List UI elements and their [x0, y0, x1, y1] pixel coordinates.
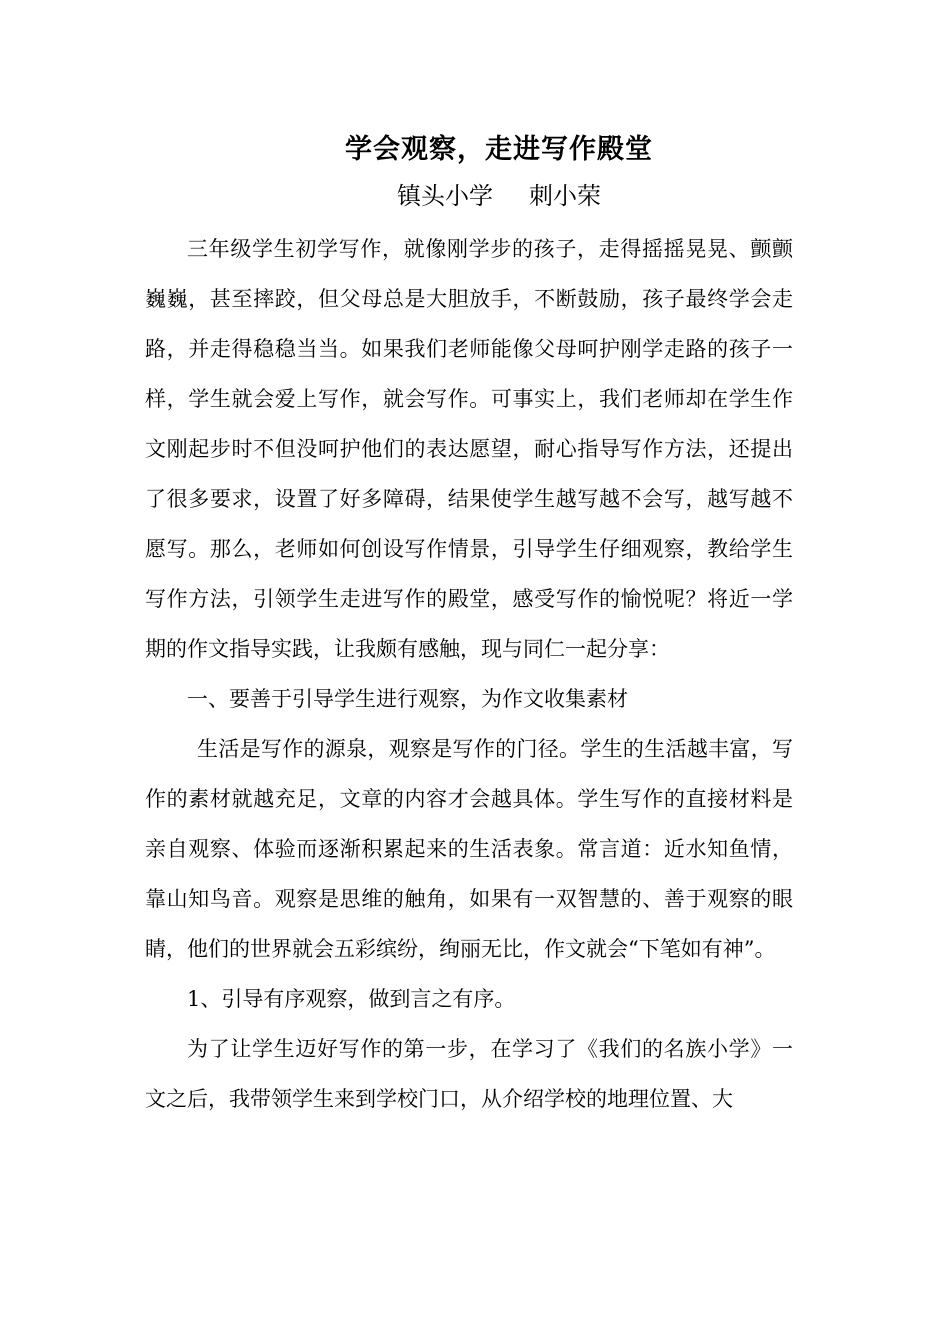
byline	[145, 178, 793, 214]
paragraph-example: 为了让学生迈好写作的第一步，在学习了《我们的名族小学》一文之后，我带领学生来到学校门口，从介绍学校的地理位置、大	[145, 1037, 793, 1111]
paragraph-observation: 生活是写作的源泉，观察是写作的门径。学生的生活越丰富，写作的素材就越充足，文章的内容才会越具体。学生写作的直接材料是亲自观察、体验而逐渐积累起来的生活表象。常言道：近水知鱼情，靠山知鸟音。观察是思维的触角，如果有一双智慧的、善于观察的眼睛，他们的世界就会五彩缤纷，绚丽无比，作文就会“下笔如有神”。	[145, 737, 793, 961]
subsection-heading-1: 1、引导有序观察，做到言之有序。	[187, 987, 516, 1011]
paragraph-intro: 三年级学生初学写作，就像刚学步的孩子，走得摇摇晃晃、颤颤巍巍，甚至摔跤，但父母总是大胆放手，不断鼓励，孩子最终学会走路，并走得稳稳当当。如果我们老师能像父母呵护刚学走路的孩子一样，学生就会爱上写作，就会写作。可事实上，我们老师却在学生作文刚起步时不但没呵护他们的表达愿望，耐心指导写作方法，还提出了很多要求，设置了好多障碍，结果使学生越写越不会写，越写越不愿写。那么，老师如何创设写作情景，引导学生仔细观察，教给学生写作方法，引领学生走进写作的殿堂，感受写作的愉悦呢？将近一学期的作文指导实践，让我颇有感触，现与同仁一起分享：	[145, 237, 793, 661]
document-title: 学会观察，走进写作殿堂	[345, 134, 653, 165]
byline-school: 镇头小学	[397, 182, 493, 210]
document-page	[145, 128, 793, 1124]
byline-author: 刺小荣	[529, 182, 601, 210]
section-heading-1: 一、要善于引导学生进行观察，为作文收集素材	[187, 687, 628, 711]
